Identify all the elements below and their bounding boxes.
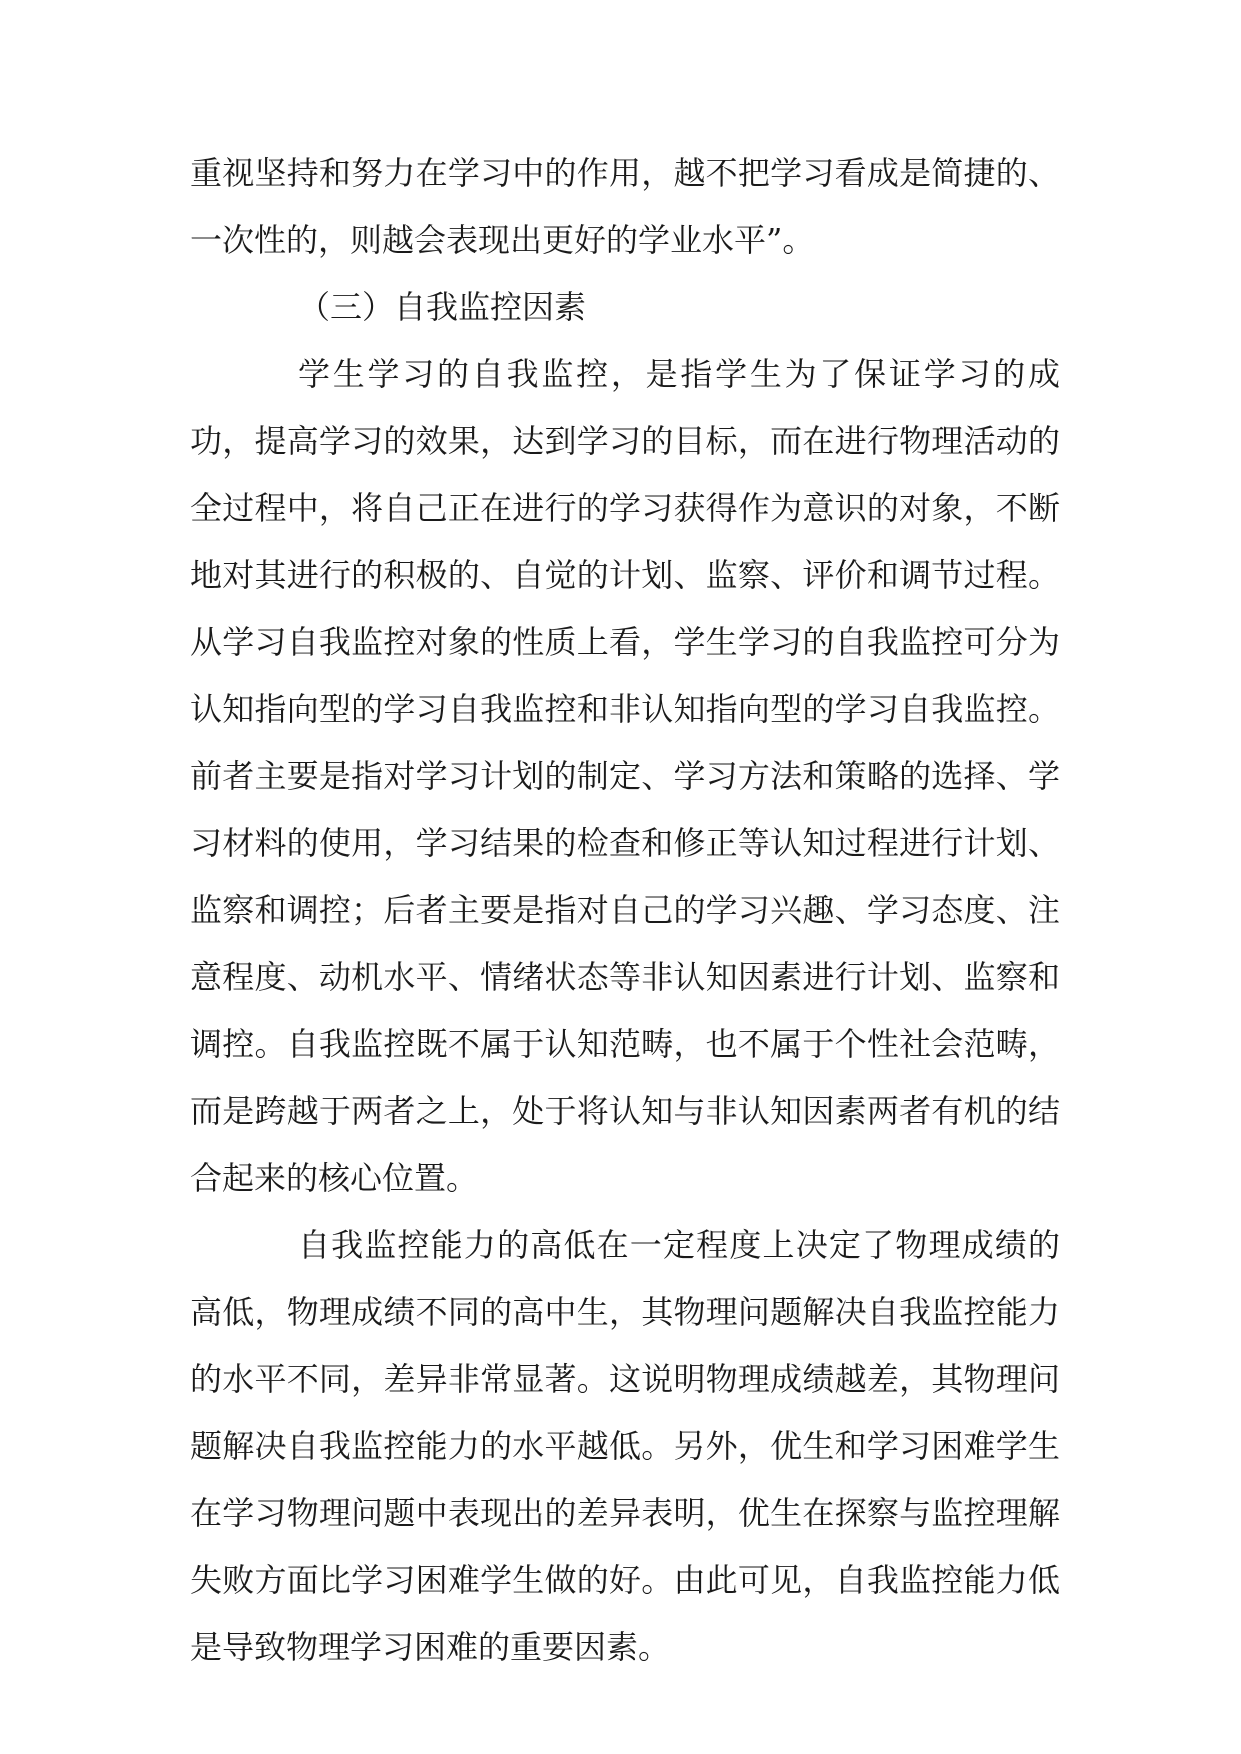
body-paragraph-1: 学生学习的自我监控，是指学生为了保证学习的成功，提高学习的效果，达到学习的目标，而在进行物理活动的全过程中，将自己正在进行的学习获得作为意识的对象，不断地对其进行的积极的、自觉的计划、监察、评价和调节过程。从学习自我监控对象的性质上看，学生学习的自我监控可分为认知指向型的学习自我监控和非认知指向型的学习自我监控。前者主要是指对学习计划的制定、学习方法和策略的选择、学习材料的使用，学习结果的检查和修正等认知过程进行计划、监察和调控；后者主要是指对自己的学习兴趣、学习态度、注意程度、动机水平、情绪状态等非认知因素进行计划、监察和调控。自我监控既不属于认知范畴，也不属于个性社会范畴，而是跨越于两者之上，处于将认知与非认知因素两者有机的结合起来的核心位置。: [190, 355, 1060, 1197]
continuation-paragraph: 重视坚持和努力在学习中的作用，越不把学习看成是简捷的、一次性的，则越会表现出更好的学业水平”。: [190, 154, 1060, 259]
section-heading: （三）自我监控因素: [298, 288, 587, 326]
document-page: [190, 140, 1060, 1681]
body-paragraph-2: 自我监控能力的高低在一定程度上决定了物理成绩的高低，物理成绩不同的高中生，其物理问题解决自我监控能力的水平不同，差异非常显著。这说明物理成绩越差，其物理问题解决自我监控能力的水平越低。另外，优生和学习困难学生在学习物理问题中表现出的差异表明，优生在探察与监控理解失败方面比学习困难学生做的好。由此可见，自我监控能力低是导致物理学习困难的重要因素。: [190, 1226, 1060, 1666]
